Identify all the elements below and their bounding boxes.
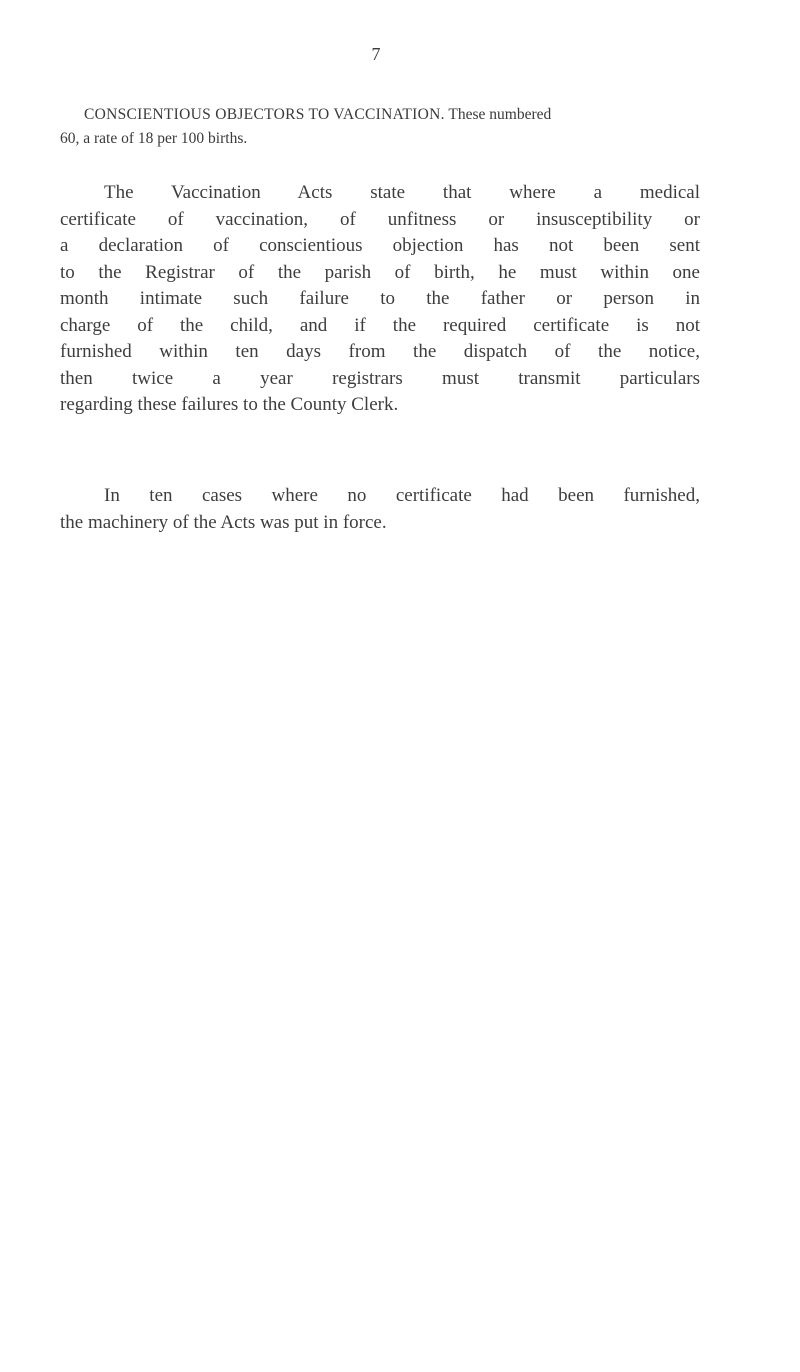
paragraph-line: month intimate such failure to the father or person in [60, 288, 700, 309]
heading-line: 60, a rate of 18 per 100 births. [60, 130, 248, 147]
paragraph-line: furnished within ten days from the dispatch of the notice, [60, 341, 700, 362]
paragraph-line: the machinery of the Acts was put in force. [60, 511, 387, 533]
section-heading [60, 103, 750, 151]
paragraph-line: The Vaccination Acts state that where a medical [104, 182, 700, 203]
paragraph-line: charge of the child, and if the required certificate is not [60, 314, 700, 336]
paragraph-vaccination-acts [60, 180, 700, 419]
paragraph-line: to the Registrar of the parish of birth, he must within one [60, 261, 700, 283]
paragraph-line: In ten cases where no certificate had been furnished, [104, 485, 700, 506]
paragraph-line: certificate of vaccination, of unfitness or insusceptibility or [60, 208, 700, 230]
paragraph-line: regarding these failures to the County Clerk. [60, 394, 399, 415]
page-number: 7 [371, 44, 381, 64]
heading-line: CONSCIENTIOUS OBJECTORS TO VACCINATION. These numbered [84, 106, 552, 123]
paragraph-line: a declaration of conscientious objection has not been sent [60, 235, 700, 256]
paragraph-line: then twice a year registrars must transmit particulars [60, 367, 700, 389]
paragraph-ten-cases [60, 483, 700, 536]
heading-title: CONSCIENTIOUS OBJECTORS TO VACCINATION. [84, 106, 445, 123]
